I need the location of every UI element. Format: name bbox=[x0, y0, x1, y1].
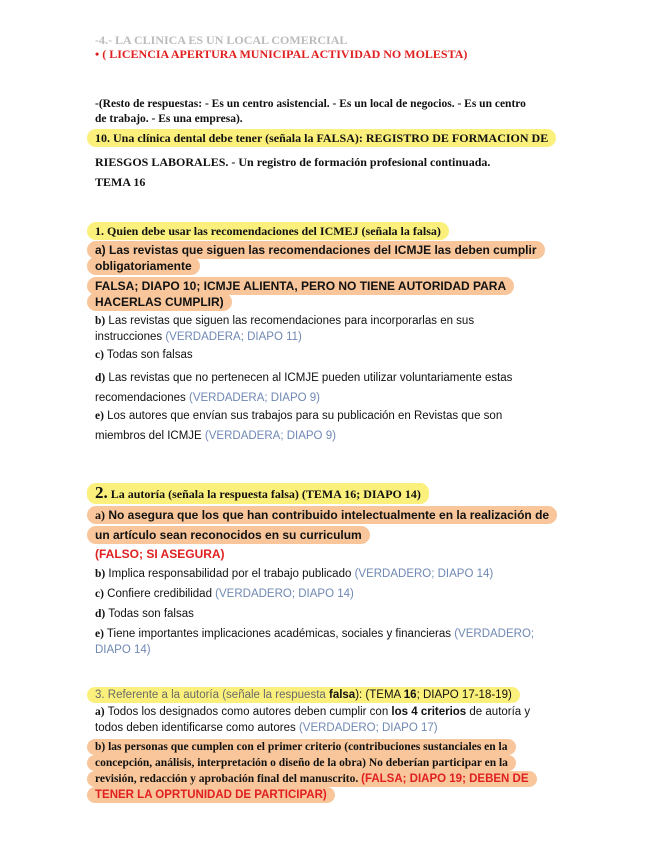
q3-title-c: ): (TEMA bbox=[355, 689, 404, 701]
q3-a-line1c: de autoría y bbox=[466, 706, 531, 718]
q1-a-highlight bbox=[87, 241, 545, 275]
q2-a-line1: No asegura que los que han contribuido intelectualmente en la realización de bbox=[105, 508, 550, 522]
q1-title bbox=[95, 224, 449, 238]
q3-option-b bbox=[95, 739, 565, 803]
q1-falsa-line1: FALSA; DIAPO 10; ICMJE ALIENTA, PERO NO TIENE AUTORIDAD PARA bbox=[95, 279, 507, 293]
q3-b-line3: revisión, redacción y aprobación final del manuscrito. bbox=[95, 773, 362, 785]
q1-option-c bbox=[95, 348, 193, 362]
q1-e-letter: e) bbox=[95, 410, 104, 422]
q3-b-line2: concepción, análisis, interpretación o diseño de la obra) No deberían participar en la bbox=[95, 757, 508, 769]
q1-option-b bbox=[95, 313, 570, 345]
resto-line-2: de trabajo. - Es una empresa). bbox=[95, 113, 243, 125]
q2-d-letter: d) bbox=[95, 608, 106, 620]
q3-title-16: 16 bbox=[403, 689, 417, 701]
q3-a-letter: a) bbox=[95, 706, 105, 718]
resto-line-1: -(Resto de respuestas: - Es un centro asistencial. - Es un local de negocios. - Es un centro bbox=[95, 98, 526, 110]
q2-option-b bbox=[95, 567, 493, 581]
q2-number: 2. bbox=[95, 483, 108, 502]
q10-line-2 bbox=[95, 155, 490, 169]
q1-d-letter: d) bbox=[95, 372, 106, 384]
q3-a-line1a: Todos los designados como autores deben cumplir con bbox=[104, 706, 392, 718]
q2-title-highlight bbox=[87, 483, 429, 504]
q1-e-note: (VERDADERA; DIAPO 9) bbox=[204, 430, 336, 442]
q2-b-letter: b) bbox=[95, 568, 106, 580]
q1-b-note: (VERDADERA; DIAPO 11) bbox=[165, 331, 302, 343]
q2-title-text: La autoría (señala la respuesta falsa) (TEMA 16; DIAPO 14) bbox=[107, 487, 421, 501]
q2-c-text: Confiere credibilidad bbox=[103, 588, 216, 600]
q2-a-line2: un artículo sean reconocidos en su curriculum bbox=[95, 528, 362, 542]
q3-b-note-1: (FALSA; DIAPO 19; DEBEN DE bbox=[361, 773, 529, 785]
q2-e-letter: e) bbox=[95, 628, 104, 640]
q1-b-letter: b) bbox=[95, 315, 106, 327]
q10-highlight: 10. Una clínica dental debe tener (señala la FALSA): REGISTRO DE FORMACION DE bbox=[87, 129, 556, 147]
q2-option-c bbox=[95, 587, 354, 601]
q2-a-highlight bbox=[87, 506, 557, 544]
q2-title bbox=[95, 484, 429, 503]
q3-title-e: ; DIAPO 17-18-19) bbox=[416, 689, 512, 701]
q3-a-criterios: los 4 criterios bbox=[391, 706, 467, 718]
q1-option-a bbox=[95, 242, 570, 274]
q2-c-note: (VERDADERO; DIAPO 14) bbox=[215, 588, 354, 600]
q1-b-line1: Las revistas que siguen las recomendaciones para incorporarlas en sus bbox=[105, 315, 475, 327]
q3-a-line2: todos deben identificarse como autores bbox=[95, 722, 299, 734]
q2-e-note-1: (VERDADERO; bbox=[454, 628, 535, 640]
q2-option-d bbox=[95, 607, 194, 621]
q3-b-highlight bbox=[87, 739, 537, 803]
q2-option-e bbox=[95, 626, 575, 658]
q1-a-line2: obligatoriamente bbox=[95, 259, 192, 273]
q2-e-note-2: DIAPO 14) bbox=[95, 644, 151, 656]
q1-c-letter: c) bbox=[95, 349, 104, 361]
q3-option-a bbox=[95, 704, 570, 736]
q1-b-line2: instrucciones bbox=[95, 331, 166, 343]
q10-riesgos: RIESGOS LABORALES. bbox=[95, 155, 229, 169]
q1-d-line2: recomendaciones bbox=[95, 392, 189, 404]
q1-option-e bbox=[95, 406, 570, 446]
q2-e-text: Tiene importantes implicaciones académicas, sociales y financieras bbox=[103, 628, 455, 640]
q3-b-line1: b) las personas que cumplen con el primer criterio (contribuciones sustanciales en la bbox=[95, 741, 508, 753]
q1-option-d bbox=[95, 368, 570, 408]
q2-d-text: Todas son falsas bbox=[105, 608, 194, 620]
q1-d-line1: Las revistas que no pertenecen al ICMJE pueden utilizar voluntariamente estas bbox=[105, 372, 513, 384]
q1-c-text: Todas son falsas bbox=[103, 349, 193, 361]
q2-c-letter: c) bbox=[95, 588, 104, 600]
tema-heading: TEMA 16 bbox=[95, 175, 146, 189]
q2-falso-note: (FALSO; SI ASEGURA) bbox=[95, 547, 225, 561]
q3-title-falsa: falsa bbox=[328, 689, 356, 701]
q2-option-a bbox=[95, 505, 570, 545]
q1-falsa-line2: HACERLAS CUMPLIR) bbox=[95, 295, 224, 309]
q3-title-a: 3. Referente a la autoría (señale la respuesta bbox=[95, 689, 329, 701]
q10-line-1 bbox=[95, 131, 556, 145]
q1-falsa-note bbox=[95, 278, 570, 310]
q2-b-note: (VERDADERO; DIAPO 14) bbox=[354, 568, 494, 580]
q1-e-line2: miembros del ICMJE bbox=[95, 430, 205, 442]
q1-d-note: (VERDADERA; DIAPO 9) bbox=[188, 392, 320, 404]
q1-falsa-highlight bbox=[87, 277, 514, 311]
q1-a-line1: a) Las revistas que siguen las recomendaciones del ICMJE las deben cumplir bbox=[95, 243, 537, 257]
q3-title bbox=[95, 688, 520, 702]
q1-e-line1: Los autores que envían sus trabajos para su publicación en Revistas que son bbox=[103, 410, 503, 422]
item-4-line: -4.- LA CLINICA ES UN LOCAL COMERCIAL bbox=[95, 33, 348, 47]
q3-title-highlight bbox=[87, 687, 520, 703]
q3-a-note: (VERDADERO; DIAPO 17) bbox=[298, 722, 438, 734]
q10-registro: - Un registro de formación profesional continuada. bbox=[228, 155, 491, 169]
q2-b-text: Implica responsabilidad por el trabajo publicado bbox=[105, 568, 355, 580]
licencia-line: • ( LICENCIA APERTURA MUNICIPAL ACTIVIDAD NO MOLESTA) bbox=[95, 47, 468, 61]
q2-a-letter: a) bbox=[95, 508, 105, 522]
q3-b-note-2: TENER LA OPRTUNIDAD DE PARTICIPAR) bbox=[95, 789, 327, 801]
q1-title-text: 1. Quien debe usar las recomendaciones del ICMEJ (señala la falsa) bbox=[87, 222, 449, 240]
